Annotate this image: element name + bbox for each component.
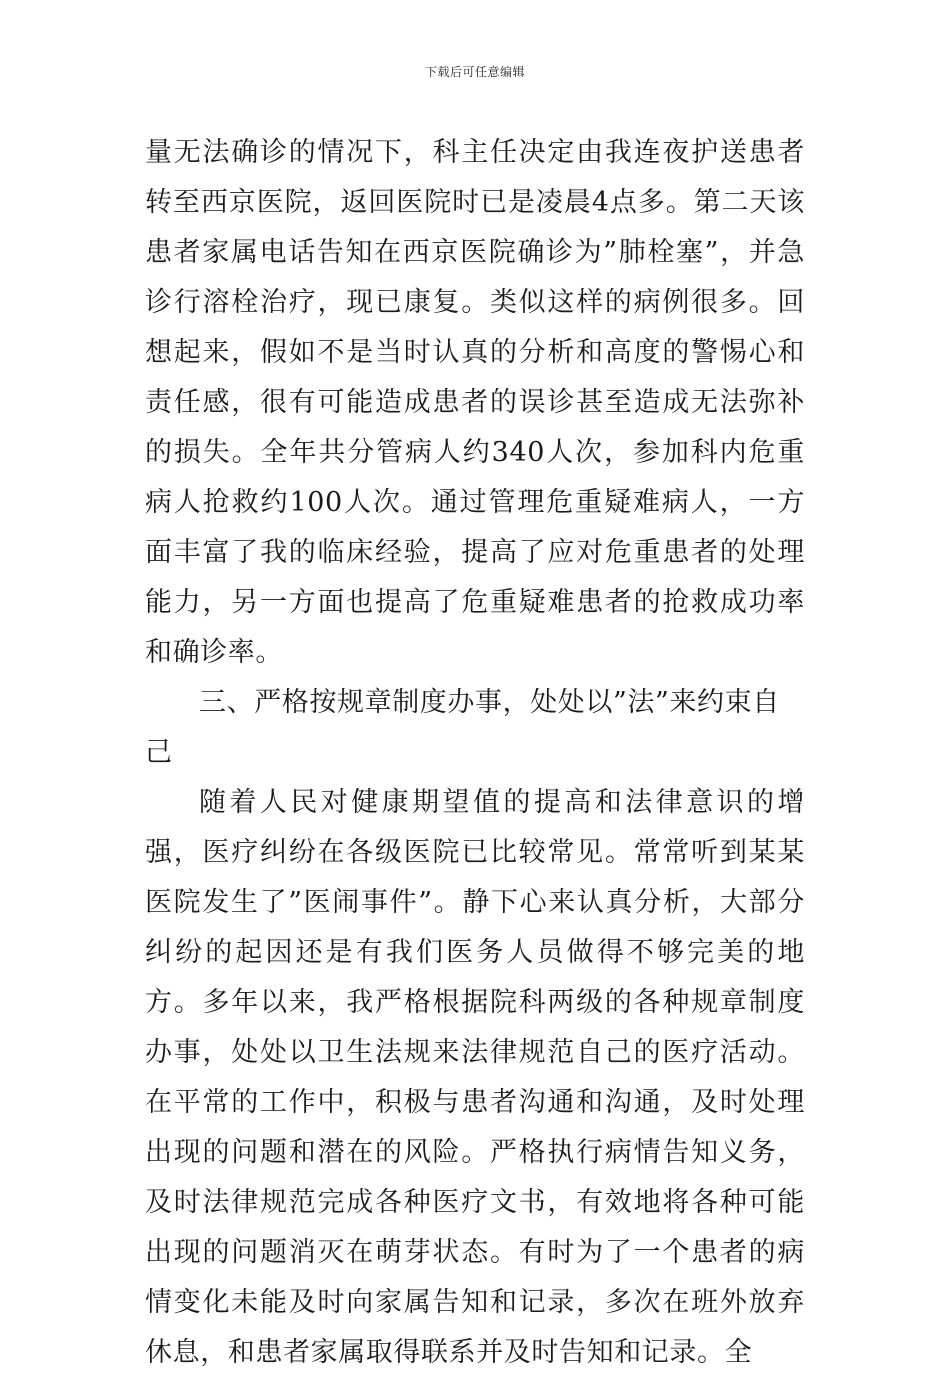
document-body bbox=[145, 128, 805, 1378]
paragraph-continued: 量无法确诊的情况下，科主任决定由我连夜护送患者转至西京医院，返回医院时已是凌晨4点多。第二天该患者家属电话告知在西京医院确诊为”肺栓塞”，并急诊行溶栓治疗，现已康复。类似这样的病例很多。回想起来，假如不是当时认真的分析和高度的警惕心和责任感，很有可能造成患者的误诊甚至造成无法弥补的损失。全年共分管病人约340人次，参加科内危重病人抢救约100人次。通过管理危重疑难病人，一方面丰富了我的临床经验，提高了应对危重患者的处理能力，另一方面也提高了危重疑难患者的抢救成功率和确诊率。 bbox=[145, 137, 805, 668]
paragraph-rules: 随着人民对健康期望值的提高和法律意识的增强，医疗纠纷在各级医院已比较常见。常常听到某某医院发生了”医闹事件”。静下心来认真分析，大部分纠纷的起因还是有我们医务人员做得不够完美的地方。多年以来，我严格根据院科两级的各种规章制度办事，处处以卫生法规来法律规范自己的医疗活动。在平常的工作中，积极与患者沟通和沟通，及时处理出现的问题和潜在的风险。严格执行病情告知义务，及时法律规范完成各种医疗文书，有效地将各种可能出现的问题消灭在萌芽状态。有时为了一个患者的病情变化未能及时向家属告知和记录，多次在班外放弃休息，和患者家属取得联系并及时告知和记录。全 bbox=[145, 787, 805, 1368]
section-heading: 三、严格按规章制度办事，处处以”法”来约束自己 bbox=[145, 687, 780, 768]
page-header: 下载后可任意编辑 bbox=[424, 65, 525, 79]
